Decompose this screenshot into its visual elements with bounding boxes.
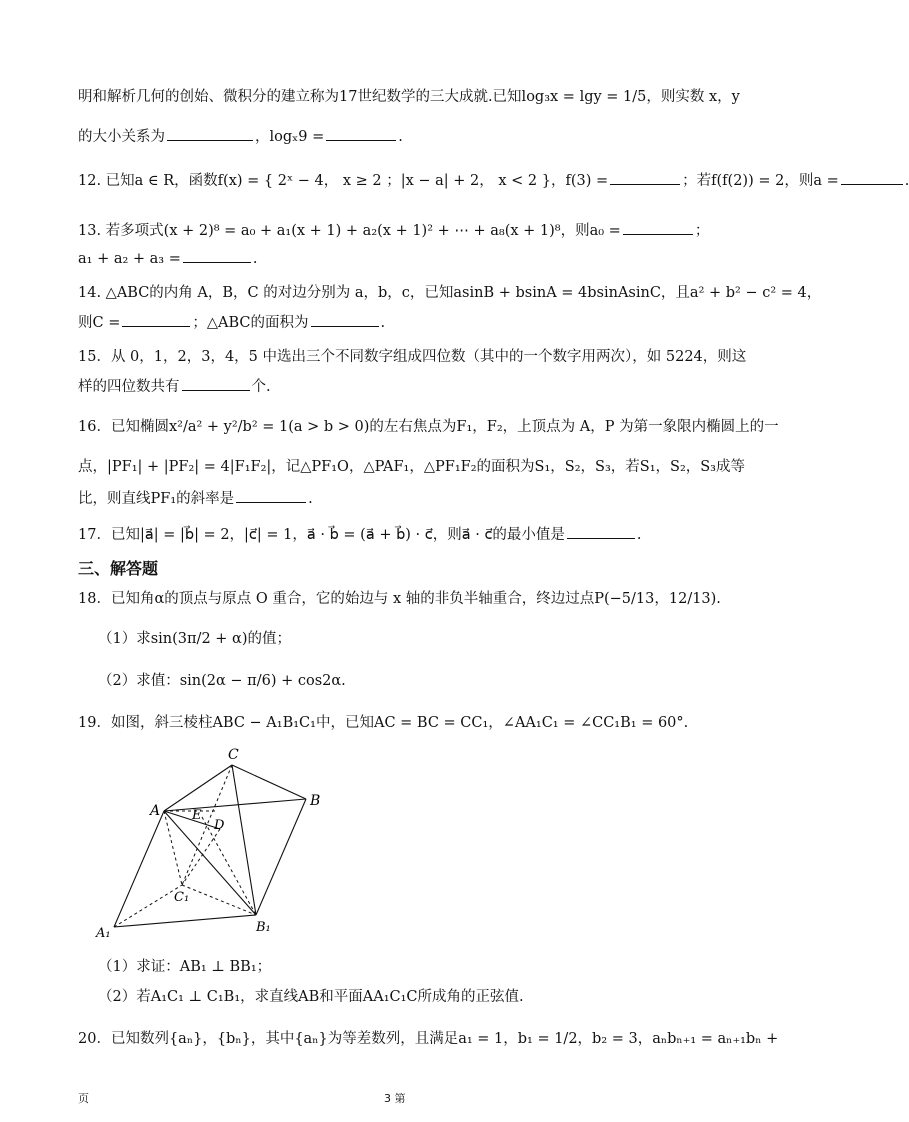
problem-18	[78, 588, 728, 610]
problem-11-continuation	[78, 86, 740, 108]
problem-18-part-2: （2）求值：sin(2α − π/6) + cos2α.	[98, 673, 346, 689]
edge-AB	[164, 799, 306, 811]
label-B: B	[310, 793, 321, 809]
text-span: 个.	[251, 379, 271, 395]
text-span: a₁ + a₂ + a₃ =	[78, 251, 181, 267]
text-span: 16．已知椭圆x²/a² + y²/b² = 1(a > b > 0)的左右焦点为F₁，F₂，上顶点为 A，P 为第一象限内椭圆上的一	[78, 419, 779, 435]
text-span: .	[252, 251, 258, 267]
problem-15-second	[78, 376, 728, 398]
answer-blank[interactable]	[236, 488, 306, 503]
label-B1: B₁	[256, 920, 271, 935]
text-span: 点，|PF₁| + |PF₂| = 4|F₁F₂|，记△PF₁O，△PAF₁，△PF₁F₂的面积为S₁，S₂，S₃，若S₁，S₂，S₃成等	[78, 459, 745, 475]
answer-blank[interactable]	[311, 312, 379, 327]
edge-AC	[164, 765, 232, 811]
problem-17	[78, 524, 728, 546]
edge-A1C1	[114, 885, 182, 927]
problem-19-part-2: （2）若A₁C₁ ⊥ C₁B₁，求直线AB和平面AA₁C₁C所成角的正弦值.	[98, 989, 524, 1005]
answer-blank[interactable]	[182, 376, 250, 391]
text-span: 则C =	[78, 315, 121, 331]
text-span: 17．已知|a⃗| = |b⃗| = 2，|c⃗| = 1，a⃗ · b⃗ = (a⃗ + b⃗) · c⃗，则a⃗ · c⃗的最小值是	[78, 527, 565, 543]
text-span: .	[308, 491, 313, 507]
problem-15	[78, 346, 747, 368]
text-span: 15．从 0，1，2，3，4，5 中选出三个不同数字组成四位数（其中的一个数字用两次），如 5224，则这	[78, 349, 747, 365]
section-heading: 三、解答题	[78, 559, 159, 578]
edge-A1B1	[114, 915, 256, 927]
problem-13	[78, 220, 728, 242]
text-span: 样的四位数共有	[78, 379, 180, 395]
answer-blank[interactable]	[326, 126, 396, 141]
text-span: ；若f(f(2)) = 2，则a =	[682, 173, 839, 189]
text-span: 14. △ABC的内角 A，B，C 的对边分别为 a，b，c，已知asinB + bsinA = 4bsinAsinC，且a² + b² − c² = 4，	[78, 285, 822, 301]
text-span: 20．已知数列{aₙ}，{bₙ}，其中{aₙ}为等差数列，且满足a₁ = 1，b₁ = 1/2，b₂ = 3，aₙbₙ₊₁ = aₙ₊₁bₙ +	[78, 1031, 779, 1047]
answer-blank[interactable]	[183, 248, 251, 263]
text-span: 比，则直线PF₁的斜率是	[78, 491, 235, 507]
problem-16-second	[78, 456, 745, 478]
answer-blank[interactable]	[623, 220, 693, 235]
problem-16	[78, 416, 779, 438]
text-span: 18．已知角α的顶点与原点 O 重合，它的始边与 x 轴的非负半轴重合，终边过点P(−5/13，12/13).	[78, 591, 721, 607]
text-span: .	[636, 527, 642, 543]
problem-11-blanks	[78, 126, 728, 148]
answer-blank[interactable]	[610, 170, 680, 185]
answer-blank[interactable]	[167, 126, 253, 141]
edge-C1B1	[182, 885, 256, 915]
text-span: ；△ABC的面积为	[192, 315, 309, 331]
problem-18-part-1: （1）求sin(3π/2 + α)的值；	[98, 631, 291, 647]
label-C: C	[228, 747, 239, 763]
text-span: 的大小关系为	[78, 129, 165, 145]
text-span: .	[398, 129, 403, 145]
footer-left: 页	[78, 1092, 89, 1105]
answer-blank[interactable]	[122, 312, 190, 327]
text-span: ，logₓ9 =	[255, 129, 325, 145]
label-A: A	[150, 803, 161, 819]
edge-CB	[232, 765, 306, 799]
problem-13-second	[78, 248, 728, 270]
footer-page-number: 3 第	[384, 1092, 406, 1105]
edge-AA1	[114, 811, 164, 927]
label-A1: A₁	[96, 926, 111, 941]
problem-16-third	[78, 488, 728, 510]
label-E: E	[192, 808, 202, 823]
text-span: 12. 已知a ∈ R，函数f(x) = { 2ˣ − 4， x ≥ 2 ；|x − a| + 2， x < 2 }，f(3) =	[78, 173, 609, 189]
edge-AC1	[164, 811, 182, 885]
text-span: ；	[694, 223, 710, 239]
text-span: .	[380, 315, 386, 331]
problem-14	[78, 282, 822, 304]
edge-BB1	[256, 799, 306, 915]
problem-19	[78, 712, 728, 734]
label-C1: C₁	[174, 890, 190, 905]
answer-blank[interactable]	[841, 170, 903, 185]
text-span: 明和解析几何的创始、微积分的建立称为17世纪数学的三大成就.已知log₃x = lgy = 1/5，则实数 x，y	[78, 89, 740, 105]
problem-19-part-1: （1）求证：AB₁ ⊥ BB₁；	[98, 959, 272, 975]
problem-20	[78, 1028, 779, 1050]
label-D: D	[214, 818, 225, 833]
answer-blank[interactable]	[567, 524, 635, 539]
text-span: 13. 若多项式(x + 2)⁸ = a₀ + a₁(x + 1) + a₂(x + 1)² + ⋯ + a₈(x + 1)⁸，则a₀ =	[78, 223, 621, 239]
problem-12	[78, 170, 909, 192]
text-span: 19．如图，斜三棱柱ABC − A₁B₁C₁中，已知AC = BC = CC₁，∠AA₁C₁ = ∠CC₁B₁ = 60°.	[78, 715, 689, 731]
text-span: .	[904, 173, 909, 189]
prism-figure	[90, 745, 350, 945]
problem-14-second	[78, 312, 728, 334]
